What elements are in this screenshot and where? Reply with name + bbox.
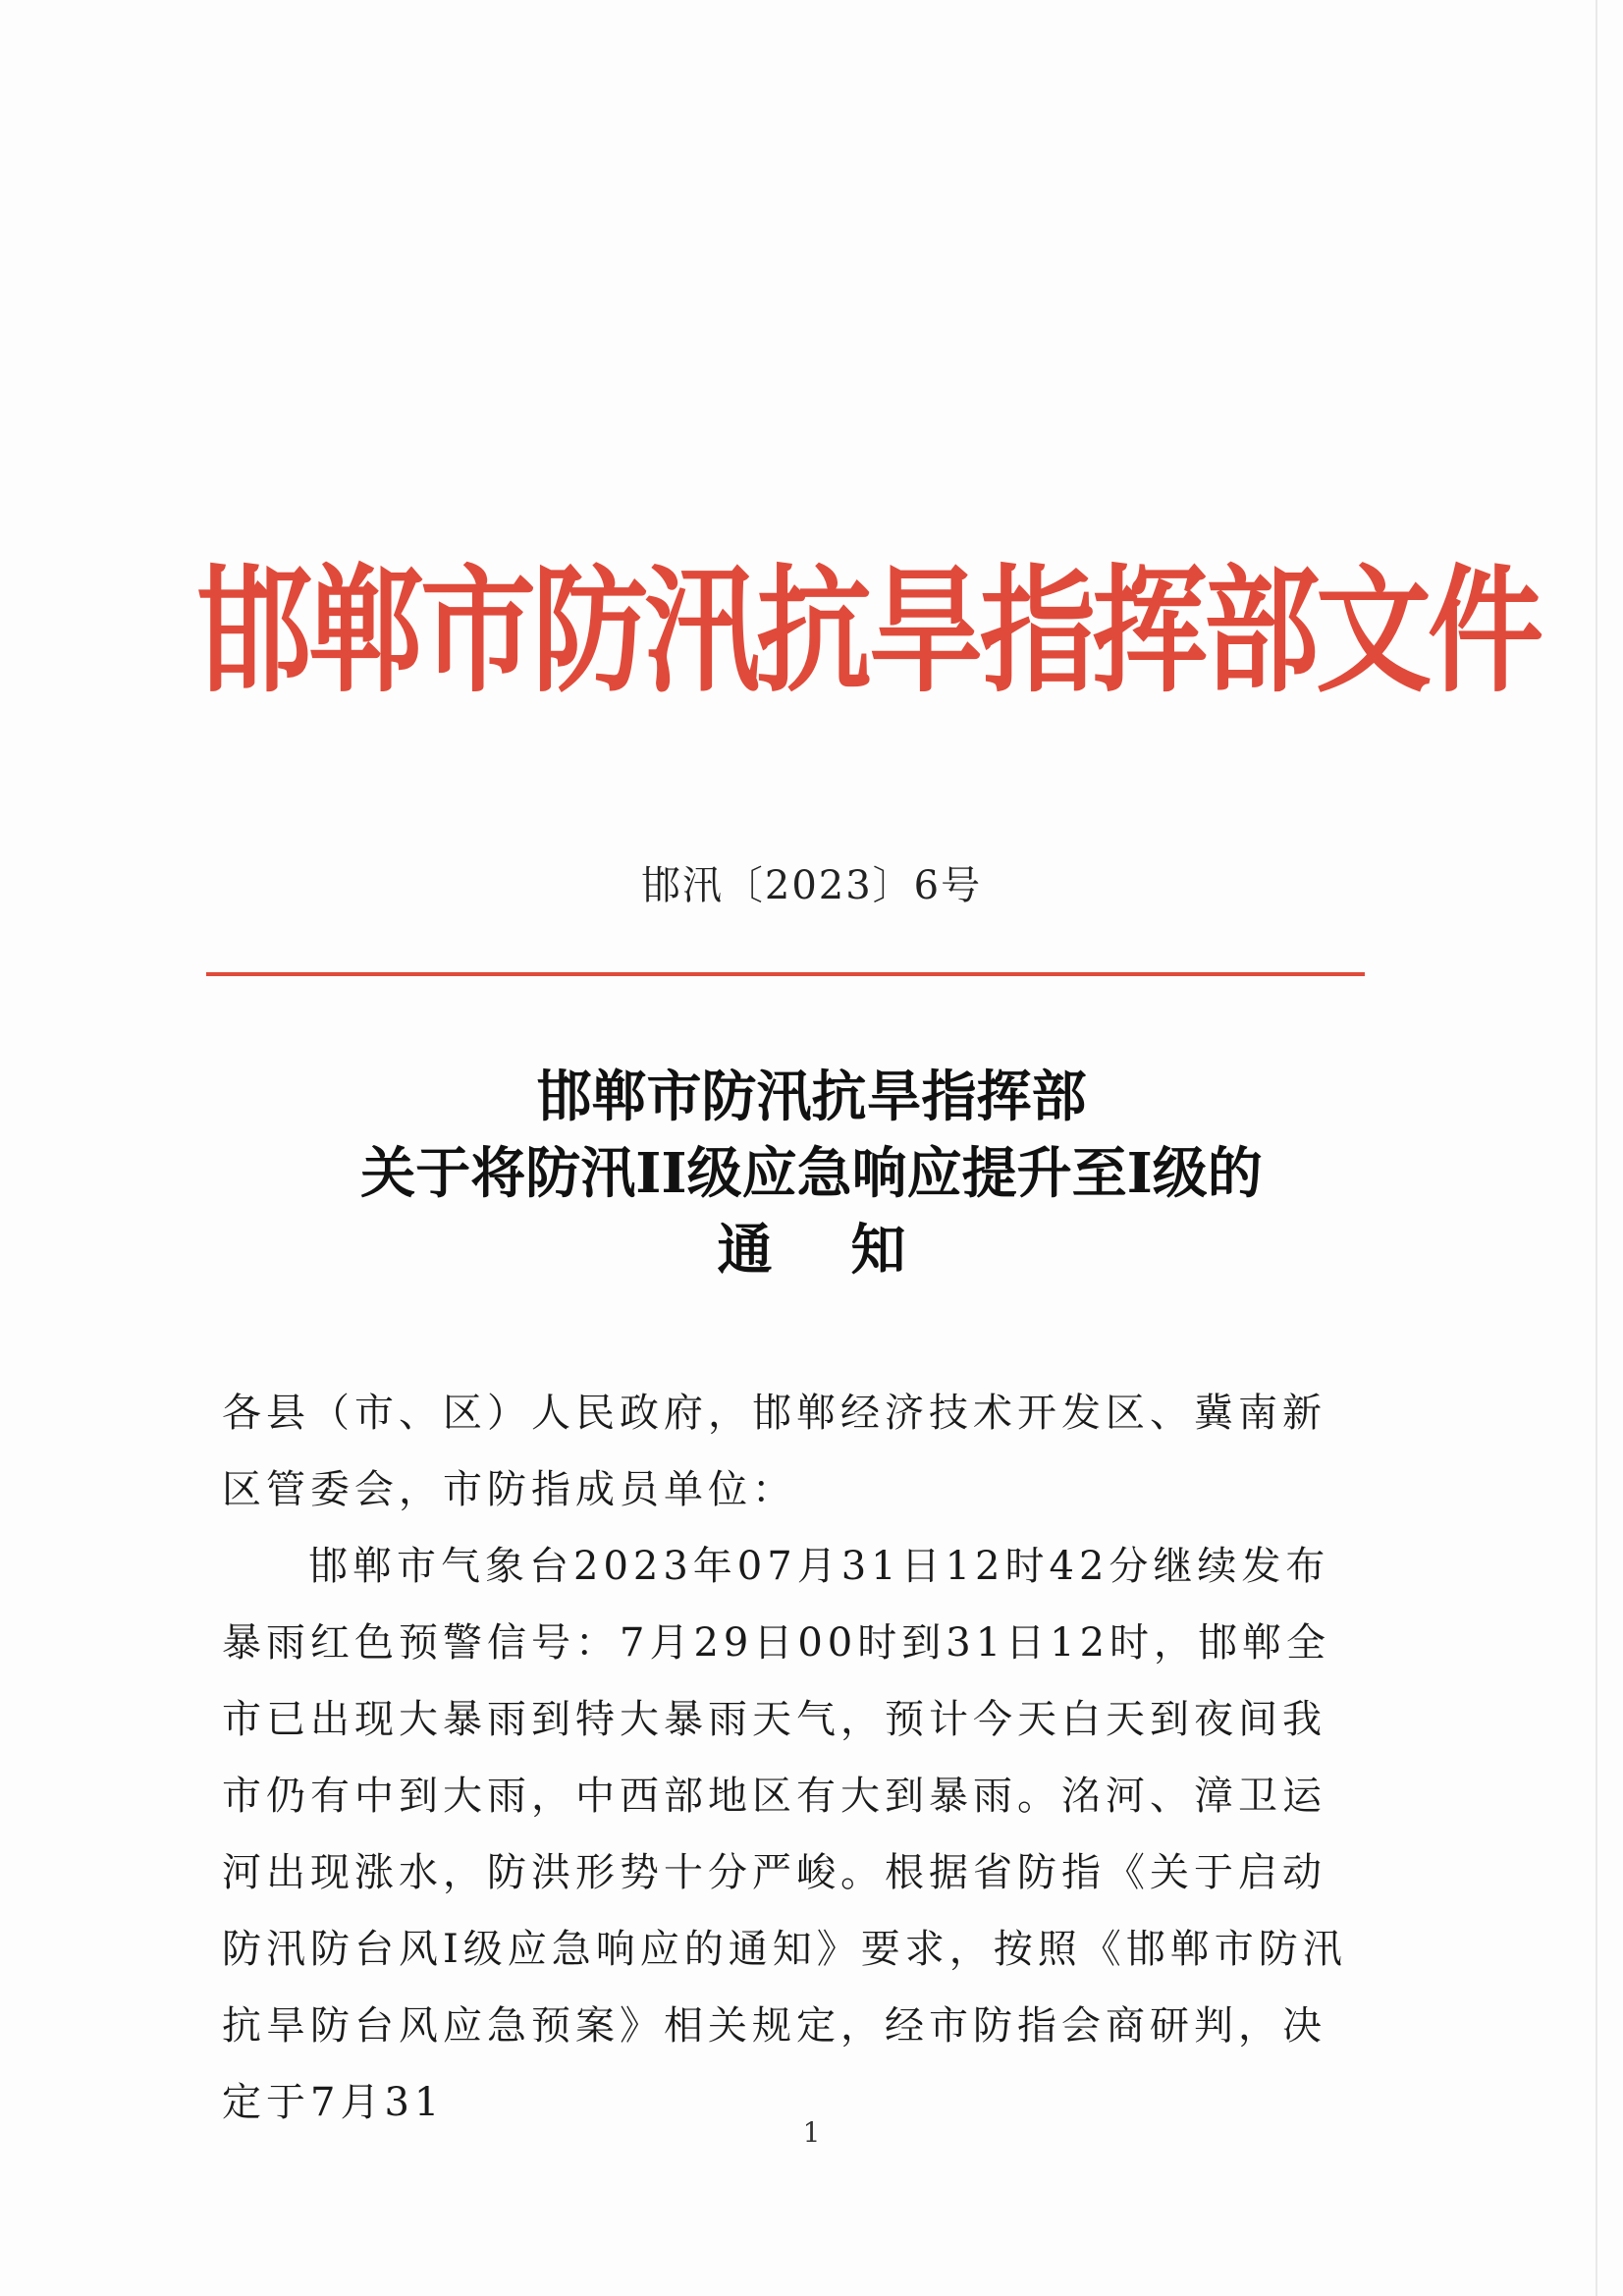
- notice-title: [0, 1059, 1623, 1288]
- document-number: 邯汛〔2023〕6号: [640, 863, 983, 908]
- notice-title-line-3: 通知: [717, 1218, 985, 1283]
- notice-title-line-2: 关于将防汛II级应急响应提升至I级的: [360, 1141, 1263, 1206]
- notice-title-line-1: 邯郸市防汛抗旱指挥部: [536, 1065, 1087, 1129]
- document-header-title: 邯郸市防汛抗旱指挥部文件: [196, 551, 1541, 712]
- page-number: 1: [802, 2116, 821, 2149]
- document-body: [222, 1375, 1361, 2141]
- body-paragraph: 邯郸市气象台2023年07月31日12时42分继续发布暴雨红色预警信号：7月29日00时到31日12时，邯郸全市已出现大暴雨到特大暴雨天气，预计今天白天到夜间我市仍有中到大雨，中西部地区有大到暴雨。洺河、漳卫运河出现涨水，防洪形势十分严峻。根据省防指《关于启动防汛防台风I级应急响应的通知》要求，按照《邯郸市防汛抗旱防台风应急预案》相关规定，经市防指会商研判，决定于7月31: [222, 1544, 1347, 2125]
- addressees-paragraph: 各县（市、区）人民政府，邯郸经济技术开发区、冀南新区管委会，市防指成员单位：: [222, 1391, 1326, 1512]
- header-divider: [206, 972, 1365, 976]
